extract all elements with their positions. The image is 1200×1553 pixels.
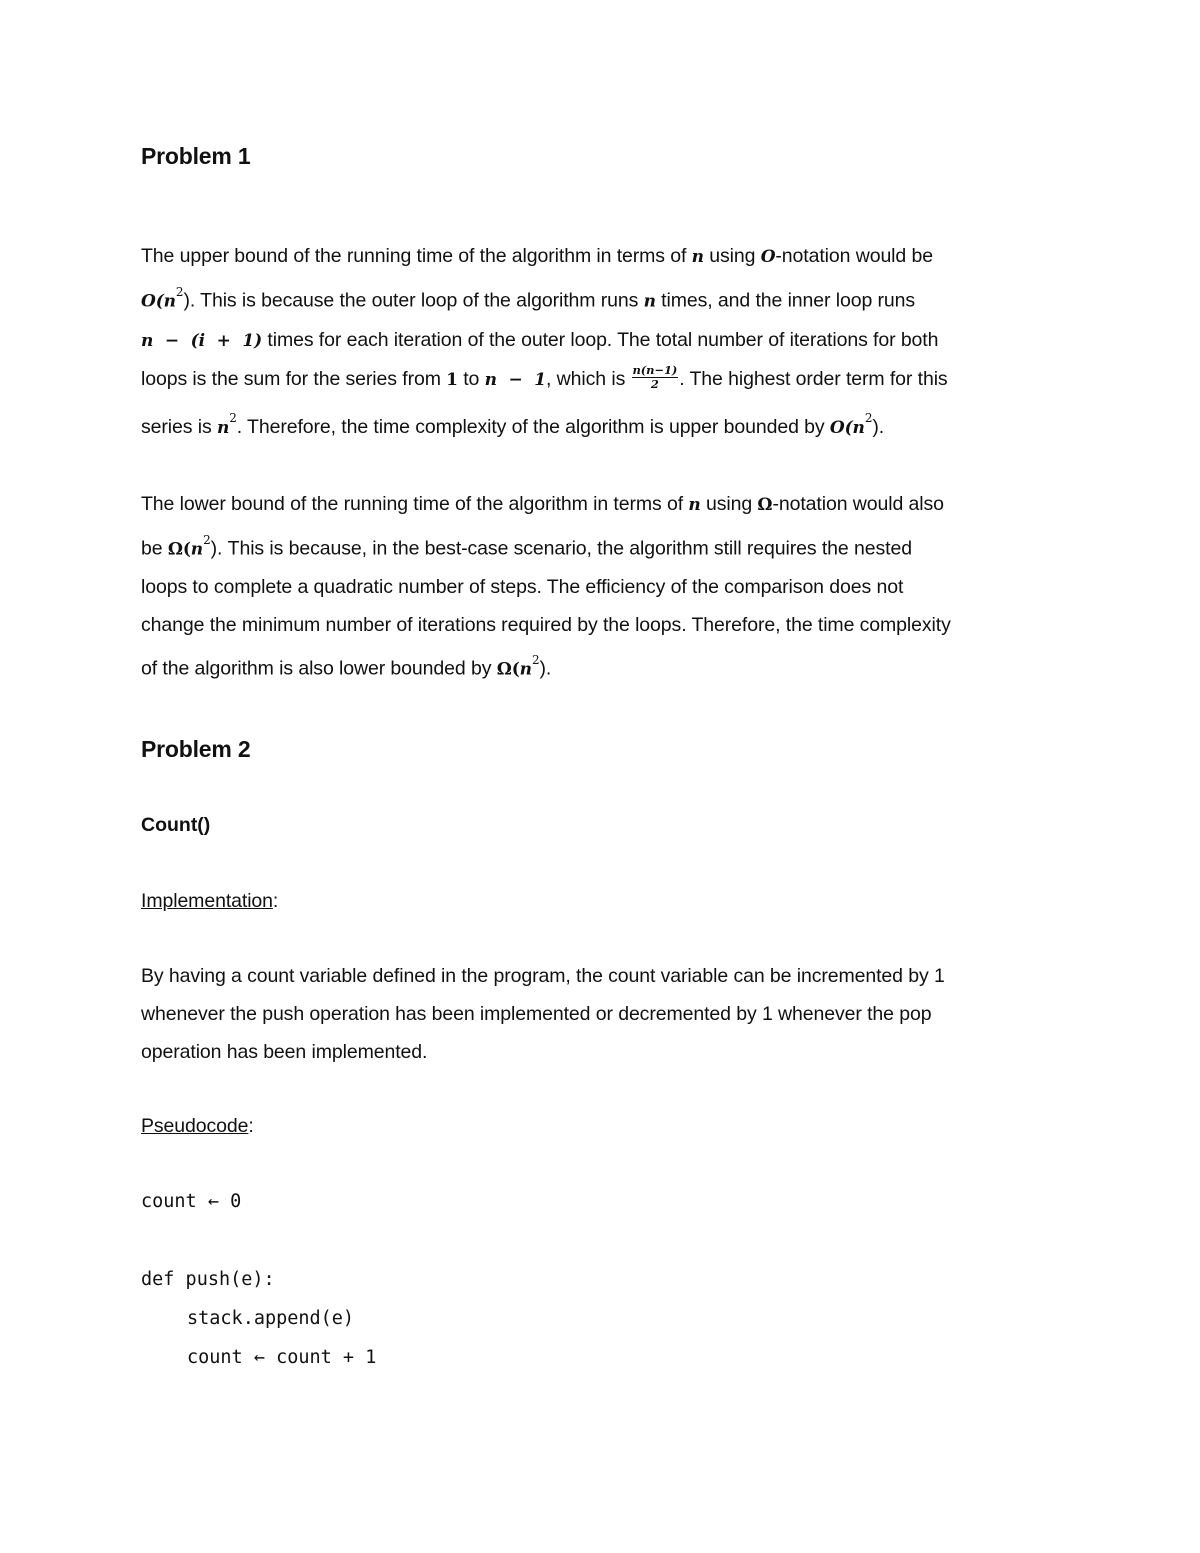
- pseudocode-line-2: def push(e):: [141, 1268, 275, 1290]
- pseudocode-line-4: count ← count + 1: [187, 1346, 377, 1368]
- fraction: $\frac{n(n-1)}{2}$: [632, 362, 678, 391]
- problem-1-paragraph-2: The lower bound of the running time of the algorithm in terms of n using Ω-notation would also be $\Omega(n^2)$. This is because, in the best-case scenario, the algorithm still requires the nested loops to complete a quadratic number of steps. The efficiency of the comparison does not change the minimum number of iterations required by the loops. Therefore, the time complexity of the algorithm is also lower bounded by $\Omega(n^2)$.: [141, 492, 951, 680]
- implementation-label: Implementation:: [141, 889, 279, 912]
- document-content: [141, 138, 1056, 1377]
- problem-1-paragraph-1: The upper bound of the running time of the algorithm in terms of n using O-notation would be $O(n^2)$. This is because the outer loop of the algorithm runs n times, and the inner loop runs n − (i + 1) times for each iteration of the outer loop. The total number of iterations for both loops is the sum for the series from 1 to n − 1, which is $\frac{n(n-1)}{2}$ . The highest order term for this series is $n^2$. Therefore, the time complexity of the algorithm is upper bounded by $O(n^2)$.: [141, 245, 948, 438]
- pseudocode-label: Pseudocode:: [141, 1114, 254, 1137]
- count-function-title: Count(): [141, 813, 211, 836]
- pseudocode-line-1: count ← 0: [141, 1190, 242, 1212]
- problem-1-heading: Problem 1: [141, 143, 251, 169]
- problem-2-heading: Problem 2: [141, 735, 251, 762]
- pseudocode-line-3: stack.append(e): [187, 1307, 355, 1329]
- implementation-text: By having a count variable defined in the program, the count variable can be incremented by 1 whenever the push operation has been implemented or decremented by 1 whenever the pop operation has been implemented.: [141, 964, 945, 1063]
